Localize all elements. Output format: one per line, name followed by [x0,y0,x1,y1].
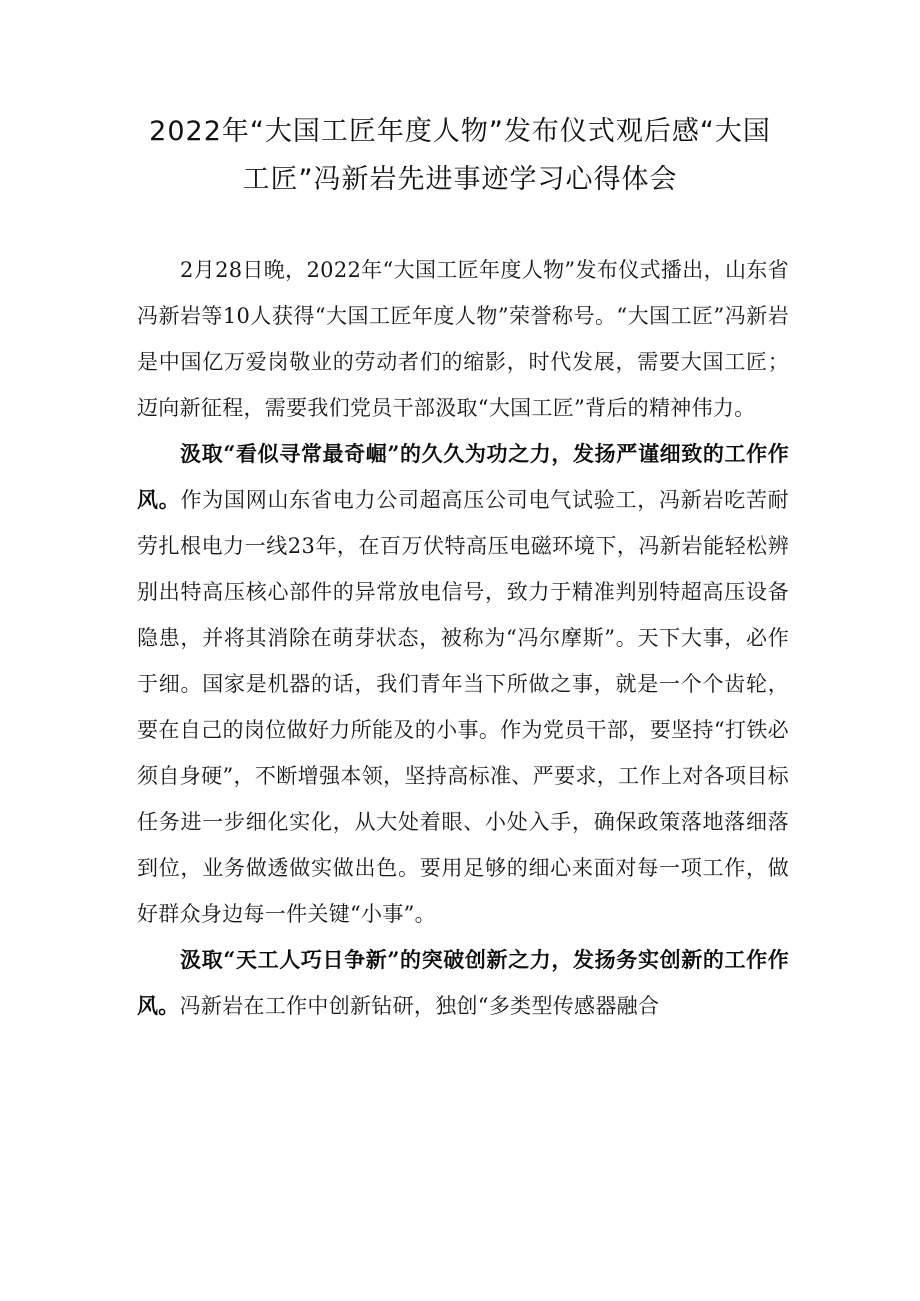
title-line-2: 工匠”冯新岩先进事迹学习心得体会 [242,164,678,195]
paragraph-lead: 汲取“天工人巧日争新”的突破创新之力，发扬务实创新的工作作风。 [137,947,789,1018]
title-line-1: 2022年“大国工匠年度人物”发布仪式观后感“大国 [149,116,771,147]
paragraph-text: 2月28日晚，2022年“大国工匠年度人物”发布仪式播出，山东省冯新岩等10人获得“大国工匠年度人物”荣誉称号。“大国工匠”冯新岩是中国亿万爱岗敬业的劳动者们的缩影，时代发展，需要大国工匠；迈向新征程，需要我们党员干部汲取“大国工匠”背后的精神伟力。 [137,258,789,420]
paragraph-intro [137,247,789,431]
paragraph-lead: 汲取“看似寻常最奇崛”的久久为功之力，发扬严谨细致的工作作风。 [137,441,789,512]
paragraph-section-2 [137,937,789,1029]
paragraph-text: 冯新岩在工作中创新钻研，独创“多类型传感器融合 [179,994,660,1018]
document-body [137,247,789,1029]
paragraph-text: 作为国网山东省电力公司超高压公司电气试验工，冯新岩吃苦耐劳扎根电力一线23年，在百万伏特高压电磁环境下，冯新岩能轻松辨别出特高压核心部件的异常放电信号，致力于精准判别特超高压设备隐患，并将其消除在萌芽状态，被称为“冯尔摩斯”。天下大事，必作于细。国家是机器的话，我们青年当下所做之事，就是一个个齿轮，要在自己的岗位做好力所能及的小事。作为党员干部，要坚持“打铁必须自身硬”，不断增强本领，坚持高标准、严要求，工作上对各项目标任务进一步细化实化，从大处着眼、小处入手，确保政策落地落细落到位，业务做透做实做出色。要用足够的细心来面对每一项工作，做好群众身边每一件关键“小事”。 [137,488,789,926]
paragraph-section-1 [137,431,789,937]
document-title [120,108,800,204]
